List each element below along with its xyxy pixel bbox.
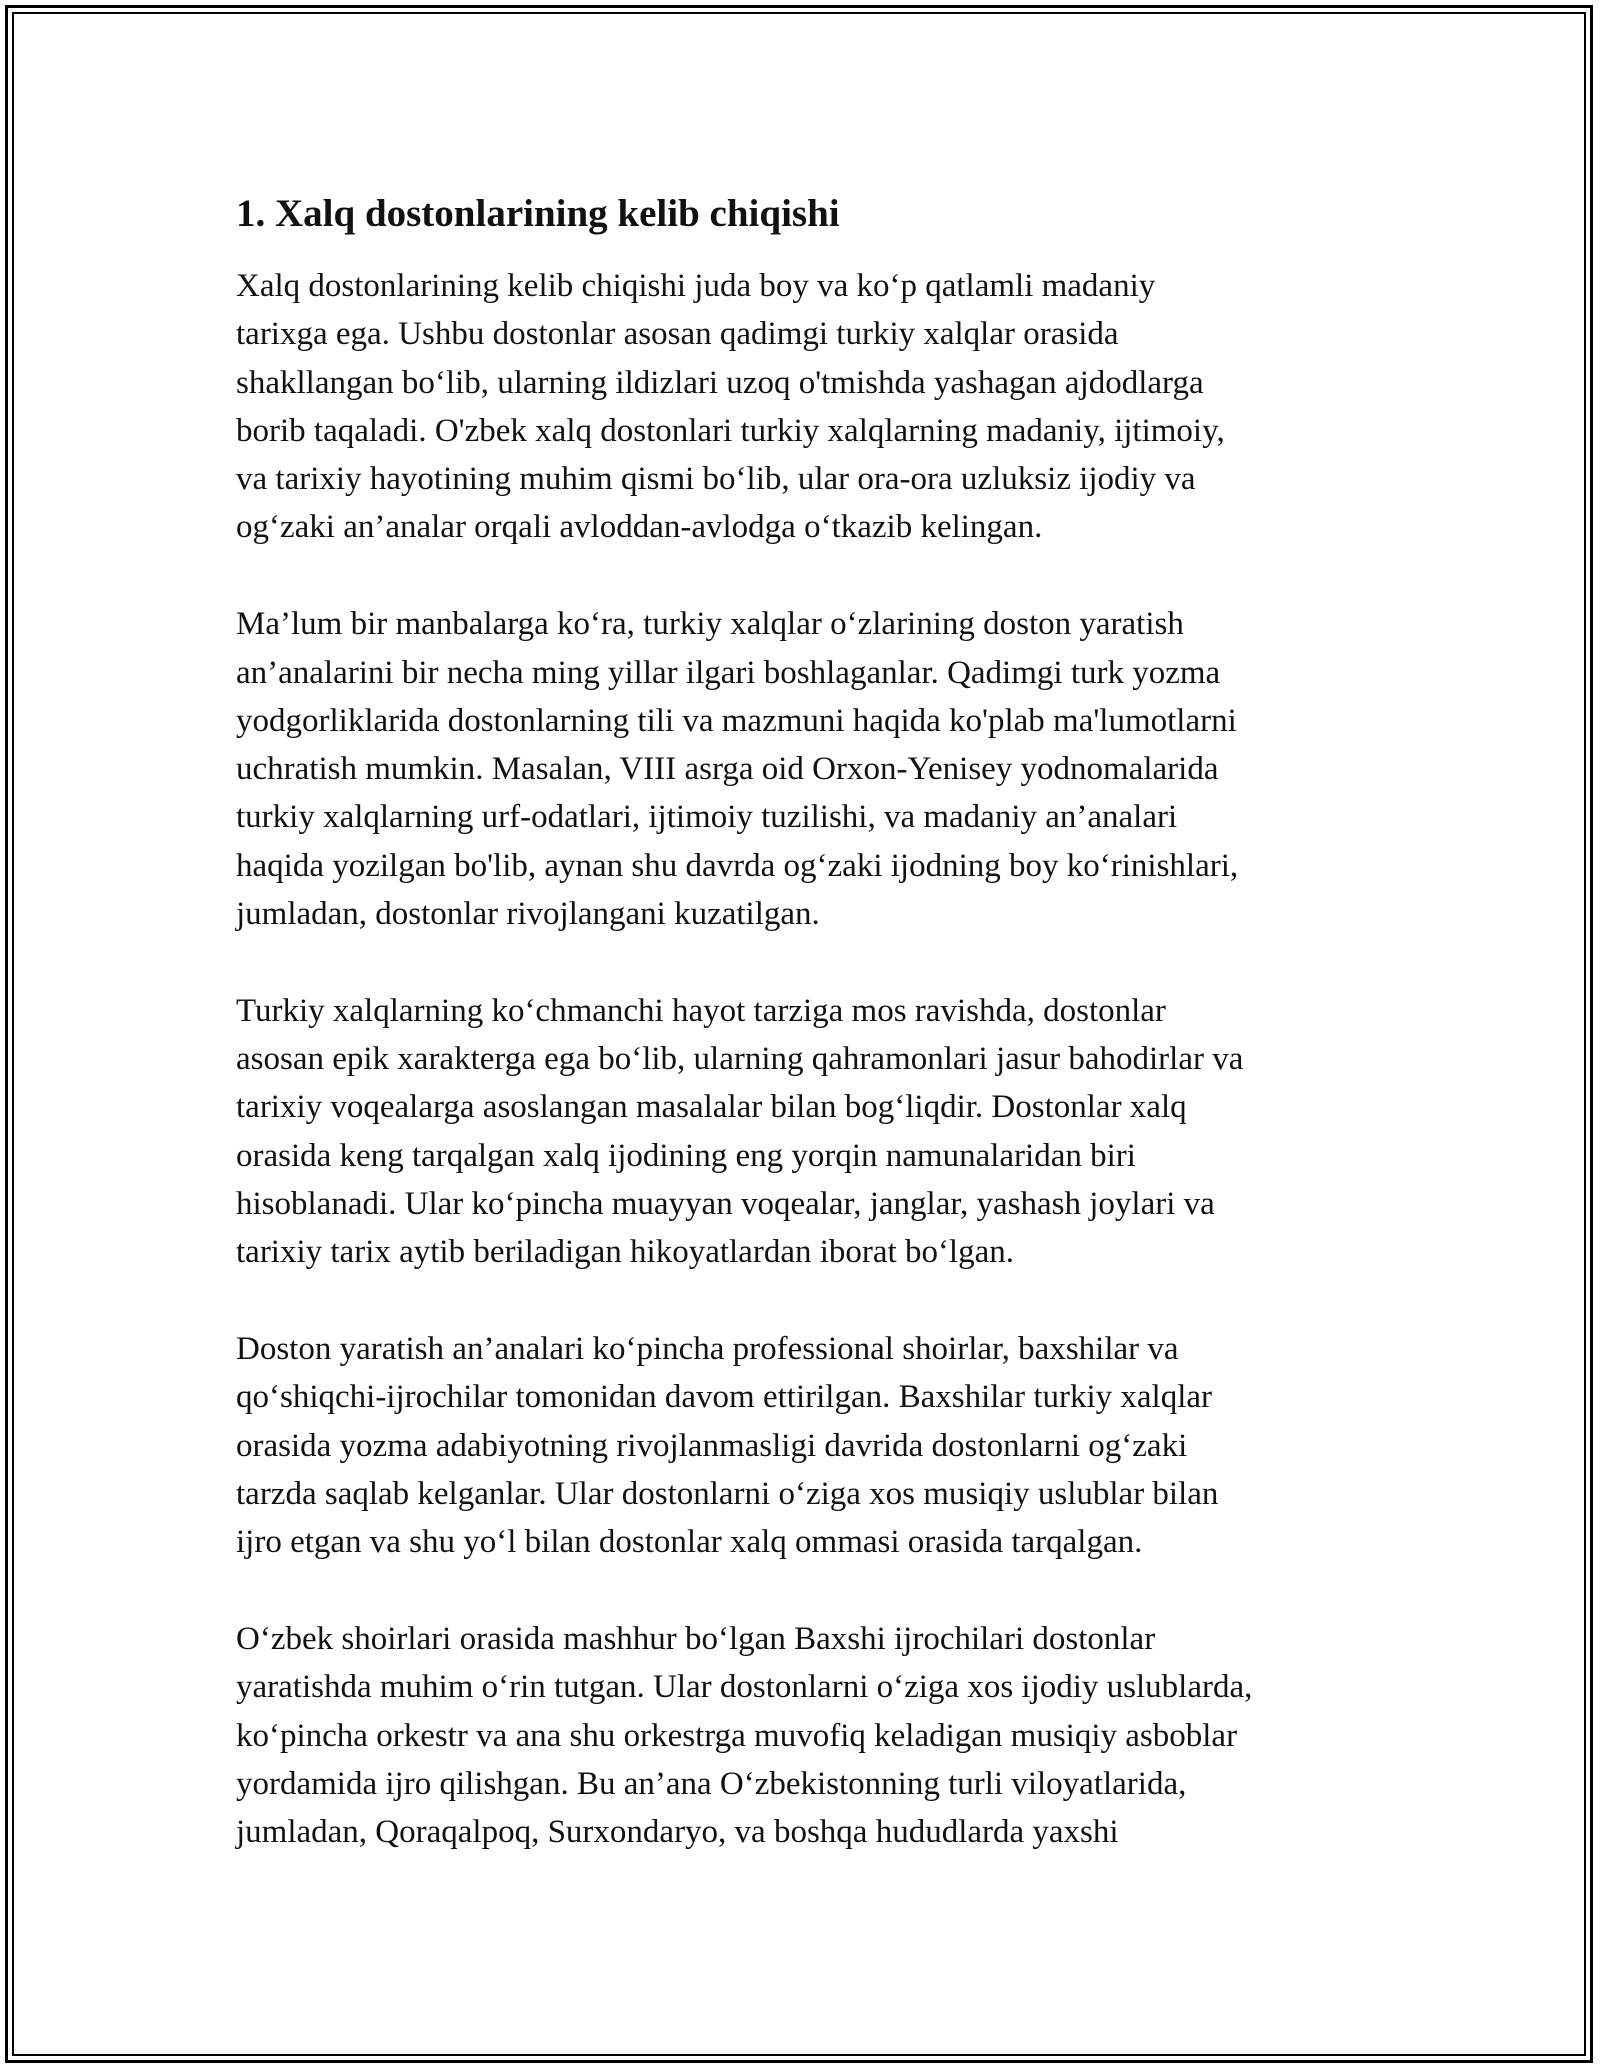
paragraph-line: yaratishda muhim o‘rin tutgan. Ular dostonlarni o‘ziga xos ijodiy uslublarda, [236,1669,1253,1706]
paragraphs-container [236,262,1386,1857]
paragraph-line: hisoblanadi. Ular ko‘pincha muayyan voqealar, janglar, yashash joylari va [236,1186,1215,1223]
paragraph-4 [236,1325,1386,1566]
paragraph-line: tarixiy voqealarga asoslangan masalalar bilan bog‘liqdir. Dostonlar xalq [236,1089,1187,1126]
paragraph-line: tarixga ega. Ushbu dostonlar asosan qadimgi turkiy xalqlar orasida [236,316,1119,353]
paragraph-line: va tarixiy hayotining muhim qismi bo‘lib, ular ora-ora uzluksiz ijodiy va [236,461,1196,498]
paragraph-line: tarixiy tarix aytib beriladigan hikoyatlardan iborat bo‘lgan. [236,1234,1014,1271]
paragraph-line: ko‘pincha orkestr va ana shu orkestrga muvofiq keladigan musiqiy asboblar [236,1717,1238,1754]
section-heading: 1. Xalq dostonlarining kelib chiqishi [236,192,840,235]
paragraph-line: haqida yozilgan bo'lib, aynan shu davrda og‘zaki ijodning boy ko‘rinishlari, [236,847,1239,884]
paragraph-1 [236,262,1386,552]
paragraph-line: borib taqaladi. O'zbek xalq dostonlari turkiy xalqlarning madaniy, ijtimoiy, [236,412,1225,449]
paragraph-line: Turkiy xalqlarning ko‘chmanchi hayot tarziga mos ravishda, dostonlar [236,992,1166,1029]
paragraph-line: Ma’lum bir manbalarga ko‘ra, turkiy xalqlar o‘zlarining doston yaratish [236,606,1184,643]
paragraph-line: orasida keng tarqalgan xalq ijodining eng yorqin namunalaridan biri [236,1137,1136,1174]
paragraph-line: Doston yaratish an’analari ko‘pincha professional shoirlar, baxshilar va [236,1331,1179,1368]
document-body [236,188,1386,1905]
paragraph-line: yodgorliklarida dostonlarning tili va mazmuni haqida ko'plab ma'lumotlarni [236,702,1237,739]
paragraph-line: uchratish mumkin. Masalan, VIII asrga oid Orxon-Yenisey yodnomalarida [236,751,1219,788]
paragraph-line: O‘zbek shoirlari orasida mashhur bo‘lgan Baxshi ijrochilari dostonlar [236,1621,1156,1658]
paragraph-line: tarzda saqlab kelganlar. Ular dostonlarni o‘ziga xos musiqiy uslublar bilan [236,1476,1219,1513]
paragraph-line: yordamida ijro qilishgan. Bu an’ana O‘zbekistonning turli viloyatlarida, [236,1766,1187,1803]
paragraph-5 [236,1615,1386,1856]
paragraph-line: jumladan, dostonlar rivojlangani kuzatilgan. [236,896,820,933]
paragraph-2 [236,600,1386,938]
paragraph-3 [236,987,1386,1277]
paragraph-line: Xalq dostonlarining kelib chiqishi juda boy va ko‘p qatlamli madaniy [236,268,1156,304]
paragraph-line: asosan epik xarakterga ega bo‘lib, ularning qahramonlari jasur bahodirlar va [236,1041,1244,1078]
paragraph-line: qo‘shiqchi-ijrochilar tomonidan davom ettirilgan. Baxshilar turkiy xalqlar [236,1379,1213,1416]
paragraph-line: jumladan, Qoraqalpoq, Surxondaryo, va boshqa hududlarda yaxshi [236,1814,1119,1851]
paragraph-line: og‘zaki an’analar orqali avloddan-avlodga o‘tkazib kelingan. [236,509,1043,546]
paragraph-line: shakllangan bo‘lib, ularning ildizlari uzoq o'tmishda yashagan ajdodlarga [236,364,1204,401]
paragraph-line: orasida yozma adabiyotning rivojlanmasligi davrida dostonlarni og‘zaki [236,1427,1188,1464]
paragraph-line: turkiy xalqlarning urf-odatlari, ijtimoiy tuzilishi, va madaniy an’analari [236,799,1178,836]
paragraph-line: an’analarini bir necha ming yillar ilgari boshlaganlar. Qadimgi turk yozma [236,654,1221,691]
paragraph-line: ijro etgan va shu yo‘l bilan dostonlar xalq ommasi orasida tarqalgan. [236,1524,1143,1561]
